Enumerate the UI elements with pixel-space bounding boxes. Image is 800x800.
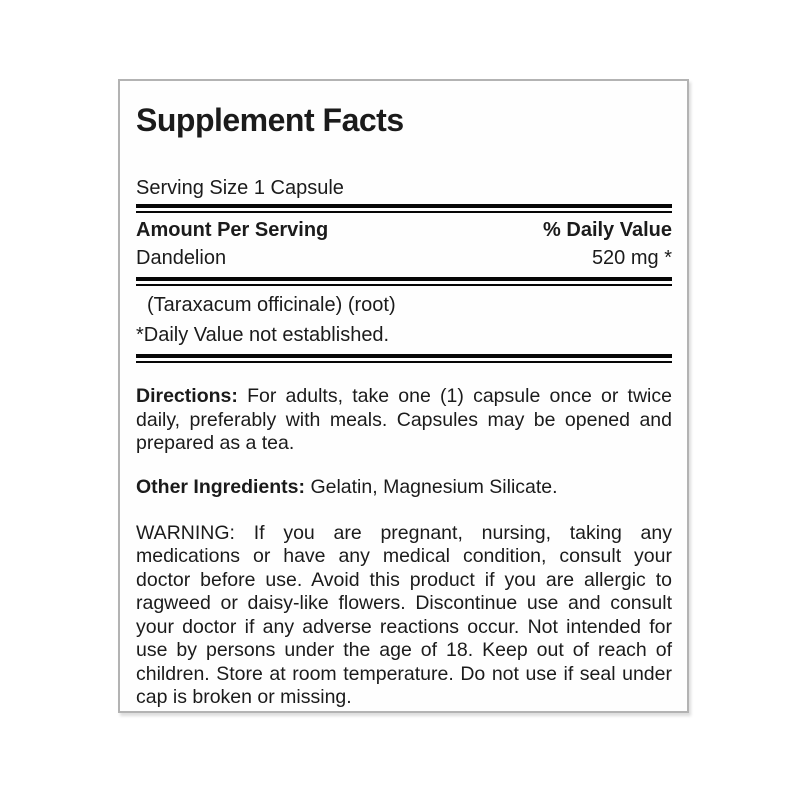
warning-label: WARNING: bbox=[136, 521, 235, 544]
serving-size-text: Serving Size 1 Capsule bbox=[136, 177, 344, 199]
supplement-facts-panel bbox=[118, 79, 689, 713]
other-ingredients-paragraph bbox=[136, 476, 672, 499]
supplement-facts-title: Supplement Facts bbox=[136, 102, 404, 138]
warning-paragraph bbox=[136, 522, 672, 710]
amount-per-serving-header: Amount Per Serving bbox=[136, 219, 329, 241]
botanical-note: (Taraxacum officinale) (root) bbox=[147, 294, 396, 316]
thick-rule-bottom bbox=[136, 354, 672, 363]
thick-rule-top bbox=[136, 204, 672, 213]
other-ingredients-label: Other Ingredients: bbox=[136, 475, 306, 498]
daily-value-footnote: *Daily Value not established. bbox=[136, 324, 390, 346]
daily-value-header: % Daily Value bbox=[543, 219, 672, 241]
warning-text: If you are pregnant, nursing, taking any medications or have any medical condition, consult your doctor before use. Avoid this product if you are allergic to ragweed or daisy-like flowers. Discontinue use and consult your doctor if any adverse reactions occur. Not intended for use by persons under the age of 18. Keep out of reach of children. Store at room temperature. Do not use if seal under cap is broken or missing. bbox=[136, 521, 672, 708]
ingredient-row bbox=[136, 247, 672, 269]
other-ingredients-text: Gelatin, Magnesium Silicate. bbox=[310, 475, 558, 498]
directions-text: For adults, take one (1) capsule once or twice daily, preferably with meals. Capsules may be opened and prepared as a tea. bbox=[136, 385, 672, 454]
directions-paragraph bbox=[136, 385, 672, 456]
directions-label: Directions: bbox=[136, 385, 238, 407]
ingredient-amount: 520 mg * bbox=[591, 247, 672, 269]
facts-table-header bbox=[136, 219, 672, 241]
thick-rule-middle bbox=[136, 277, 672, 286]
ingredient-name: Dandelion bbox=[136, 247, 227, 269]
